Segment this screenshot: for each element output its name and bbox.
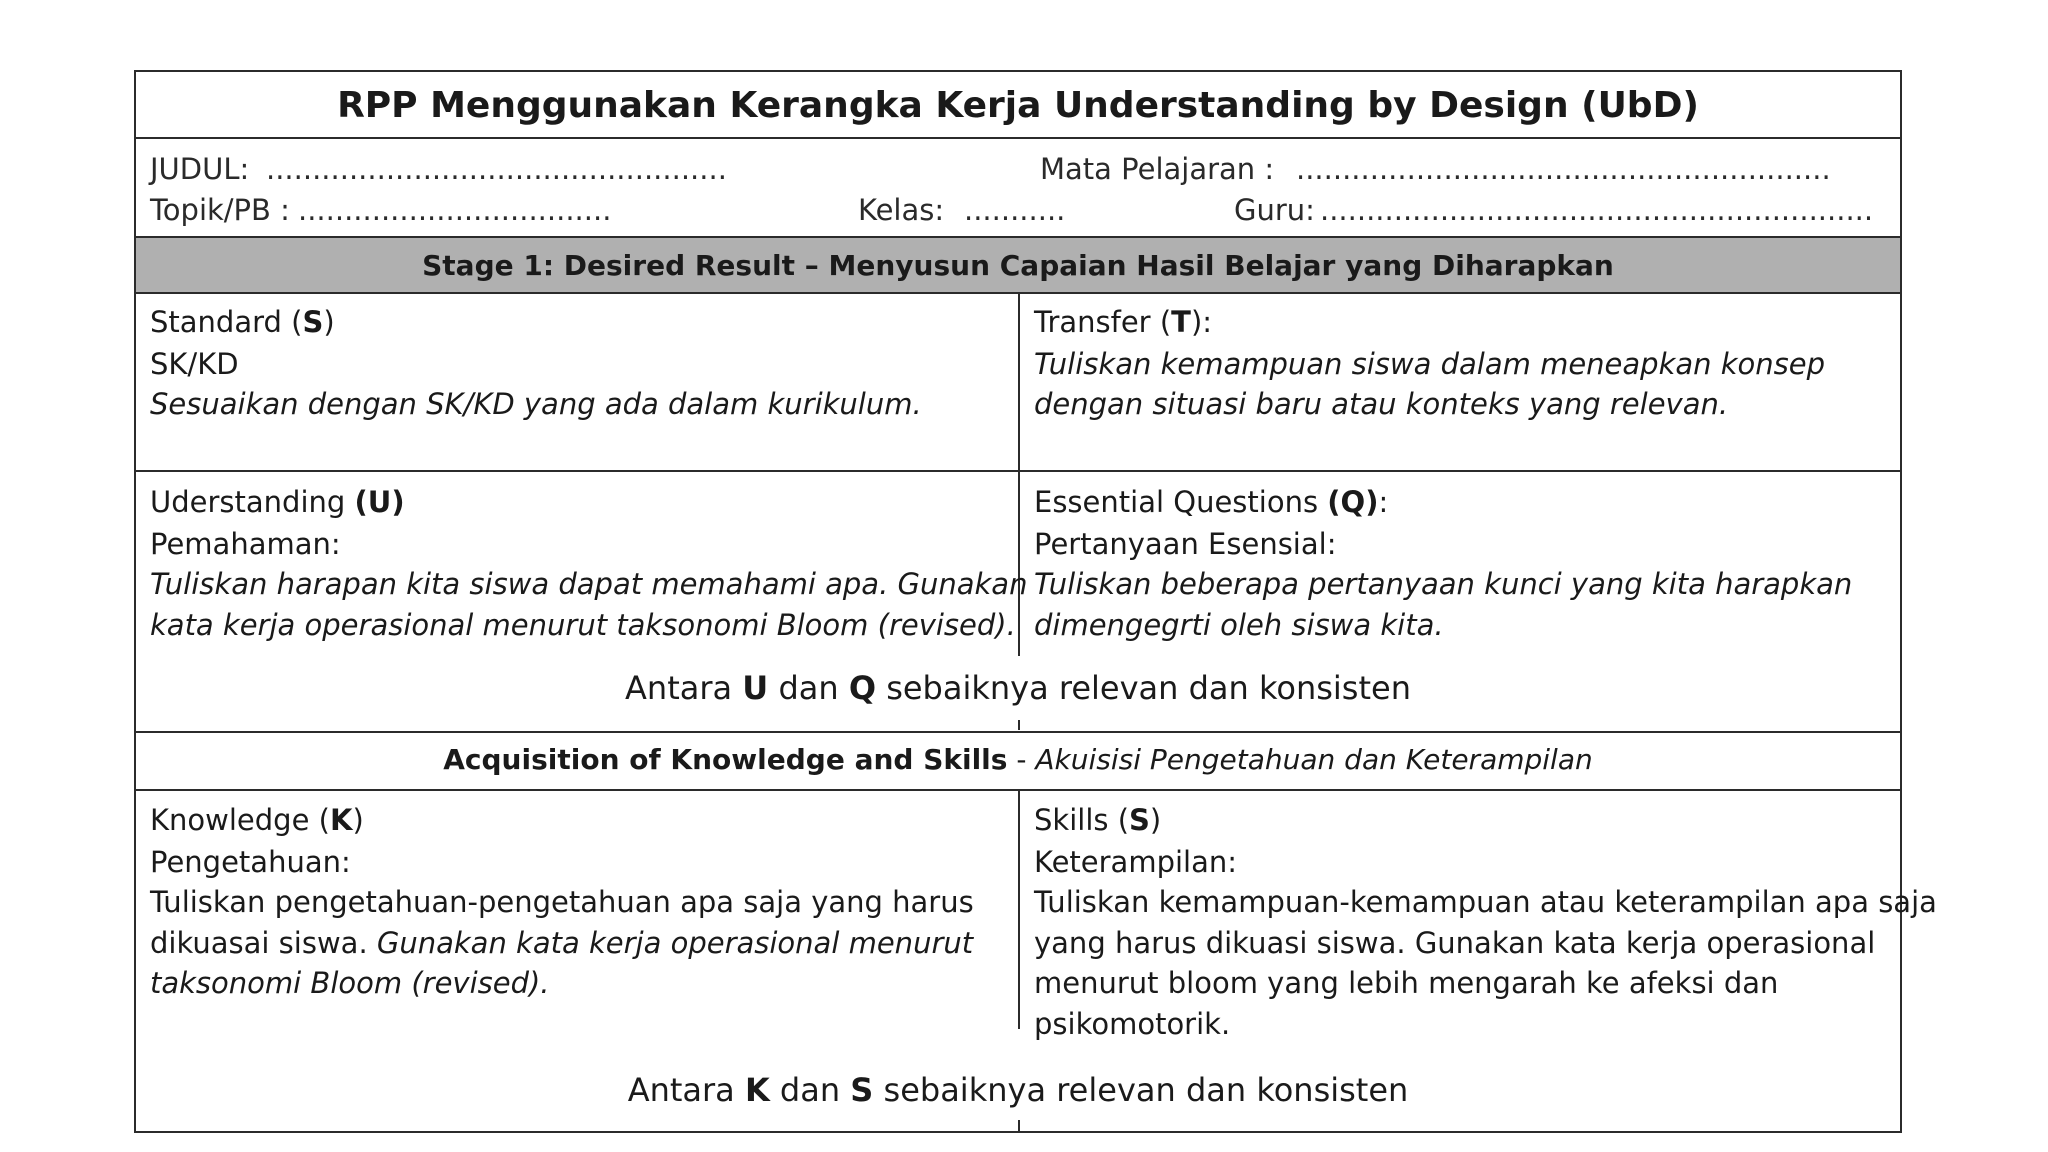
column-divider [1018, 789, 1020, 1029]
understanding-sub: Pemahaman: [150, 527, 341, 561]
divider [136, 731, 1900, 733]
stage1-band [136, 238, 1900, 292]
document-title: RPP Menggunakan Kerangka Kerja Understanding by Design (UbD) [337, 85, 1699, 126]
topik-field: .................................. [298, 193, 612, 227]
acquisition-heading: Acquisition of Knowledge and Skills - Akuisisi Pengetahuan dan Keterampilan [443, 743, 1593, 776]
standard-instruction: Sesuaikan dengan SK/KD yang ada dalam kurikulum. [150, 387, 922, 421]
mata-pelajaran-label: Mata Pelajaran : [1040, 152, 1275, 186]
essential-questions-instruction-line2: dimengegrti oleh siswa kita. [1034, 608, 1444, 642]
column-divider-stub [1018, 1120, 1020, 1132]
stage1-title: Stage 1: Desired Result – Menyusun Capaian Hasil Belajar yang Diharapkan [422, 249, 1614, 282]
knowledge-line3: taksonomi Bloom (revised). [150, 966, 550, 1000]
column-divider [1018, 470, 1020, 656]
skills-heading: Skills (S) [1034, 803, 1162, 837]
standard-heading: Standard (S) [150, 305, 335, 339]
guru-field: ............................................................ [1320, 193, 1874, 227]
knowledge-sub: Pengetahuan: [150, 845, 351, 879]
uq-consistency-note: Antara U dan Q sebaiknya relevan dan konsisten [625, 669, 1411, 707]
knowledge-heading: Knowledge (K) [150, 803, 364, 837]
topik-label: Topik/PB : [150, 193, 290, 227]
guru-label: Guru: [1234, 193, 1315, 227]
understanding-instruction-line1: Tuliskan harapan kita siswa dapat memahami apa. Gunakan [150, 567, 1028, 601]
skills-line1: Tuliskan kemampuan-kemampuan atau keterampilan apa saja [1034, 885, 1937, 919]
understanding-heading: Uderstanding (U) [150, 485, 405, 519]
divider [136, 137, 1900, 139]
transfer-instruction-line2: dengan situasi baru atau konteks yang relevan. [1034, 387, 1729, 421]
kelas-label: Kelas: [858, 193, 945, 227]
skills-sub: Keterampilan: [1034, 845, 1238, 879]
standard-sub: SK/KD [150, 347, 239, 381]
ks-consistency-note: Antara K dan S sebaiknya relevan dan konsisten [627, 1071, 1409, 1109]
knowledge-line1: Tuliskan pengetahuan-pengetahuan apa saja yang harus [150, 885, 974, 919]
mata-pelajaran-field: .......................................................... [1296, 152, 1831, 186]
understanding-instruction-line2: kata kerja operasional menurut taksonomi Bloom (revised). [150, 608, 1016, 642]
judul-field: .................................................. [266, 152, 727, 186]
transfer-instruction-line1: Tuliskan kemampuan siswa dalam meneapkan konsep [1034, 347, 1826, 381]
judul-label: JUDUL: [150, 152, 250, 186]
transfer-heading: Transfer (T): [1034, 305, 1213, 339]
skills-line4: psikomotorik. [1034, 1007, 1231, 1041]
column-divider-stub [1018, 720, 1020, 730]
knowledge-line2: dikuasai siswa. Gunakan kata kerja operasional menurut [150, 926, 974, 960]
essential-questions-instruction-line1: Tuliskan beberapa pertanyaan kunci yang kita harapkan [1034, 567, 1853, 601]
skills-line3: menurut bloom yang lebih mengarah ke afeksi dan [1034, 966, 1779, 1000]
essential-questions-heading: Essential Questions (Q): [1034, 485, 1389, 519]
essential-questions-sub: Pertanyaan Esensial: [1034, 527, 1337, 561]
skills-line2: yang harus dikuasi siswa. Gunakan kata kerja operasional [1034, 926, 1876, 960]
column-divider [1018, 292, 1020, 470]
ubd-lesson-plan-table [134, 70, 1937, 1133]
kelas-field: ........... [964, 193, 1066, 227]
